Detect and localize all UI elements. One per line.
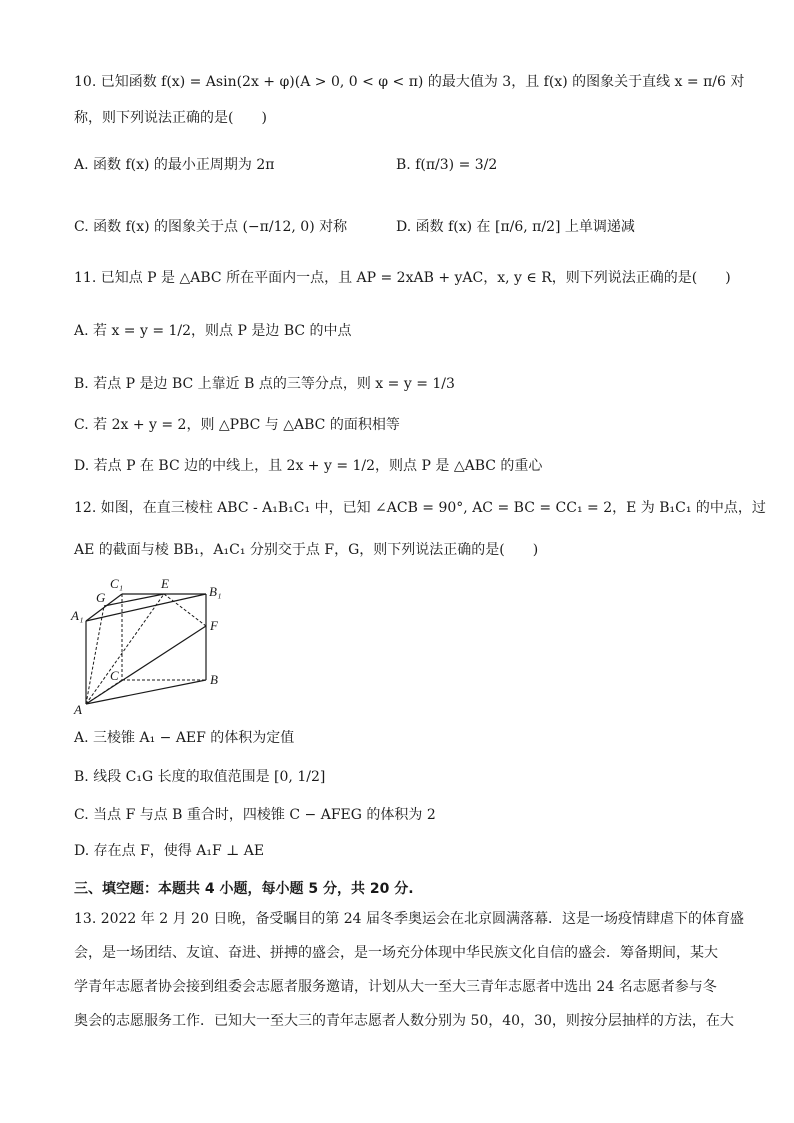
q12-option-c: C. 当点 F 与点 B 重合时，四棱锥 C − AFEG 的体积为 2 (74, 807, 436, 823)
q13-line-4: 奥会的志愿服务工作．已知大一至大三的青年志愿者人数分别为 50，40，30，则按分层抽样的方法，在大 (74, 1013, 734, 1029)
q10-option-d: D. 函数 f(x) 在 [π/6, π/2] 上单调递减 (396, 219, 635, 235)
q12-option-a: A. 三棱锥 A₁ − AEF 的体积为定值 (74, 730, 295, 746)
q12-stem-line-1: 12. 如图，在直三棱柱 ABC - A₁B₁C₁ 中，已知 ∠ACB = 90°, AC = BC = CC₁ = 2，E 为 B₁C₁ 的中点，过 (74, 500, 766, 516)
q13-line-2: 会，是一场团结、友谊、奋进、拼搏的盛会，是一场充分体现中华民族文化自信的盛会．筹备期间，某大 (74, 945, 718, 961)
q13-line-3: 学青年志愿者协会接到组委会志愿者服务邀请，计划从大一至大三青年志愿者中选出 24 名志愿者参与冬 (74, 979, 717, 995)
q12-stem-line-2: AE 的截面与棱 BB₁，A₁C₁ 分别交于点 F，G，则下列说法正确的是( ) (74, 542, 539, 558)
q12-option-b: B. 线段 C₁G 长度的取值范围是 [0, 1/2] (74, 769, 326, 785)
label-b: B (210, 672, 218, 687)
edge-a-e (86, 594, 164, 704)
q11-option-d: D. 若点 P 在 BC 边的中线上，且 2x + y = 1/2，则点 P 是 △ABC 的重心 (74, 458, 543, 474)
label-f: F (210, 618, 218, 633)
q10-option-b: B. f(π/3) = 3/2 (396, 157, 498, 173)
q11-option-b: B. 若点 P 是边 BC 上靠近 B 点的三等分点，则 x = y = 1/3 (74, 376, 455, 392)
label-b1: B₁ (209, 584, 222, 599)
section-heading: 三、填空题：本题共 4 小题，每小题 5 分，共 20 分. (74, 881, 414, 897)
q12-option-d: D. 存在点 F，使得 A₁F ⊥ AE (74, 843, 265, 859)
label-c1: C₁ (110, 576, 124, 591)
q10-option-c: C. 函数 f(x) 的图象关于点 (−π/12, 0) 对称 (74, 219, 348, 235)
label-g: G (96, 590, 106, 605)
q10-stem-line-1: 10. 已知函数 f(x) = Asin(2x + φ)(A > 0, 0 < φ < π) 的最大值为 3，且 f(x) 的图象关于直线 x = π/6 对 (74, 74, 745, 90)
q10-stem-line-2: 称，则下列说法正确的是( ) (74, 110, 267, 126)
label-e: E (161, 576, 169, 591)
label-c: C (110, 668, 119, 683)
q11-stem: 11. 已知点 P 是 △ABC 所在平面内一点，且 AP = 2xAB + yAC，x, y ∈ R，则下列说法正确的是( ) (74, 270, 731, 286)
label-a1: A₁ (71, 608, 84, 623)
q11-option-a: A. 若 x = y = 1/2，则点 P 是边 BC 的中点 (74, 323, 352, 339)
q10-option-a: A. 函数 f(x) 的最小正周期为 2π (74, 157, 275, 173)
q13-line-1: 13. 2022 年 2 月 20 日晚，备受瞩目的第 24 届冬季奥运会在北京圆满落幕．这是一场疫情肆虐下的体育盛 (74, 911, 745, 927)
label-a: A (74, 702, 82, 716)
q11-option-c: C. 若 2x + y = 2，则 △PBC 与 △ABC 的面积相等 (74, 417, 400, 433)
prism-figure (70, 576, 230, 716)
